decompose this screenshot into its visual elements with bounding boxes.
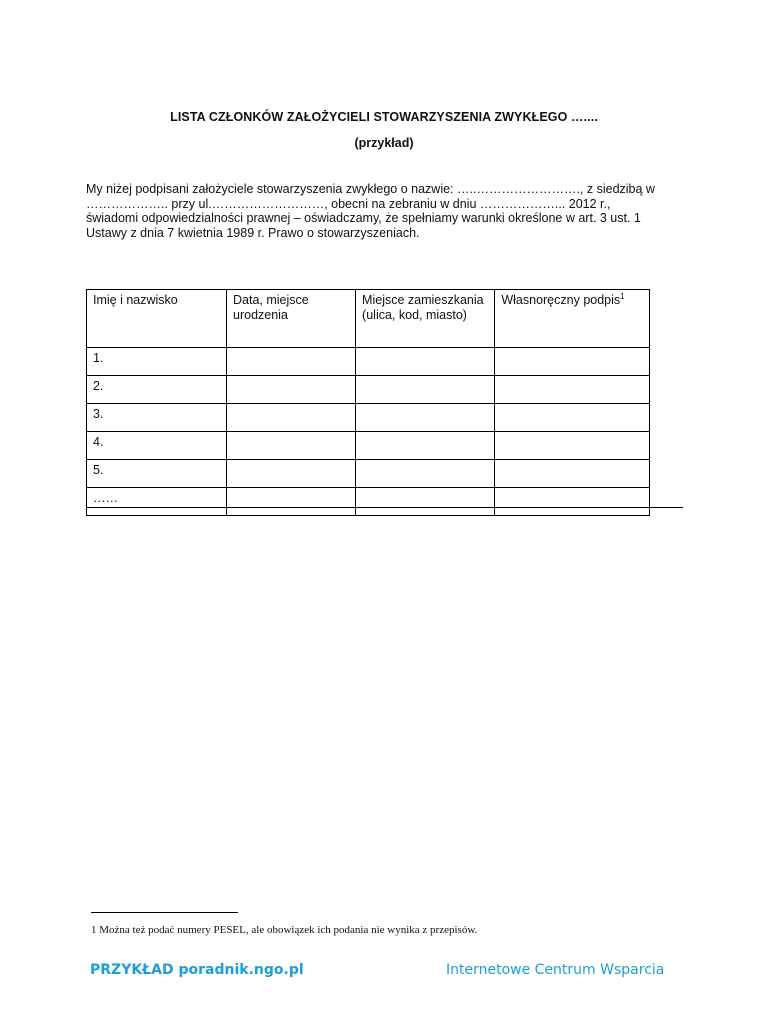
row-cell: [356, 432, 495, 460]
row-cell: [495, 376, 650, 404]
footnote-separator: [91, 912, 238, 913]
row-cell: [495, 460, 650, 488]
row-cell: [356, 460, 495, 488]
table-row: [87, 348, 650, 376]
footnote-mark: 1: [620, 291, 625, 301]
row-cell: [495, 404, 650, 432]
document-subtitle: (przykład): [354, 136, 414, 150]
row-cell: [356, 488, 495, 516]
row-cell: [356, 376, 495, 404]
row-number: 1.: [87, 348, 227, 376]
row-cell: [227, 376, 356, 404]
footnote-text: 1 Można też podać numery PESEL, ale obowiązek ich podania nie wynika z przepisów.: [91, 924, 478, 936]
row-cell: [495, 432, 650, 460]
footer-tagline: Internetowe Centrum Wsparcia: [446, 962, 665, 978]
header-address: Miejsce zamieszkania (ulica, kod, miasto): [356, 290, 495, 348]
header-birth: Data, miejsce urodzenia: [227, 290, 356, 348]
row-number: ……: [87, 488, 227, 516]
row-cell: [227, 404, 356, 432]
row-number: 5.: [87, 460, 227, 488]
row-cell: [227, 432, 356, 460]
row-cell: [227, 488, 356, 516]
intro-line: Ustawy z dnia 7 kwietnia 1989 r. Prawo o stowarzyszeniach.: [86, 225, 420, 240]
row-cell: [227, 348, 356, 376]
row-number: 3.: [87, 404, 227, 432]
row-number: 2.: [87, 376, 227, 404]
header-signature-label: Własnoręczny podpis: [501, 293, 621, 307]
table-row: [87, 432, 650, 460]
header-name: Imię i nazwisko: [87, 290, 227, 348]
header-signature: [495, 290, 650, 348]
footer-brand: PRZYKŁAD poradnik.ngo.pl: [90, 962, 304, 978]
row-cell: [495, 348, 650, 376]
table-header-row: [87, 290, 650, 348]
document-title: LISTA CZŁONKÓW ZAŁOŻYCIELI STOWARZYSZENIA ZWYKŁEGO …....: [170, 110, 598, 124]
row-cell: [356, 348, 495, 376]
row-number: 4.: [87, 432, 227, 460]
table-row: [87, 488, 650, 516]
table-row: [87, 460, 650, 488]
intro-line: świadomi odpowiedzialności prawnej – oświadczamy, że spełniamy warunki określone w art. 3 ust. 1: [86, 211, 641, 225]
intro-line: ……………….. przy ul.………………………, obecni na zebraniu w dniu ………………... 2012 r.,: [86, 196, 611, 211]
intro-paragraph: [86, 182, 678, 240]
intro-line: My niżej podpisani założyciele stowarzyszenia zwykłego o nazwie: …..……………………., z siedzibą w: [86, 182, 655, 196]
founders-table: [86, 289, 650, 516]
row-cell: [227, 460, 356, 488]
table-row: [87, 376, 650, 404]
row-cell: [356, 404, 495, 432]
table-row: [87, 404, 650, 432]
table-baseline-divider: [86, 507, 683, 508]
row-cell: [495, 488, 650, 516]
